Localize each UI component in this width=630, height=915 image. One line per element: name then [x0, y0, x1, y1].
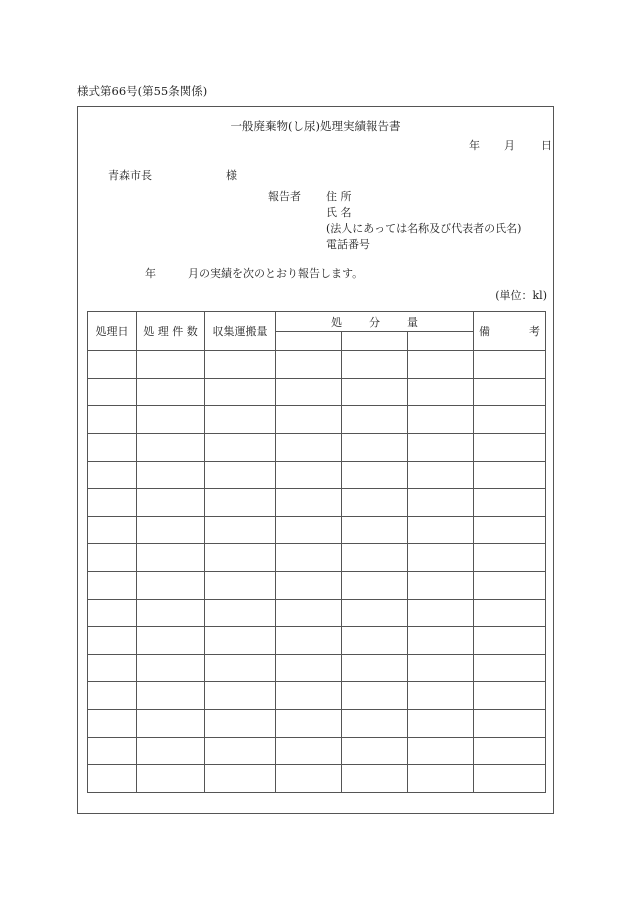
corporate-note: (法人にあっては名称及び代表者の氏名) [326, 222, 522, 235]
table-cell[interactable] [474, 544, 546, 572]
date-year-label: 年 [469, 139, 480, 152]
table-cell[interactable] [342, 351, 408, 379]
table-row [88, 406, 546, 434]
table-row [88, 433, 546, 461]
table-cell[interactable] [137, 627, 205, 655]
table-cell[interactable] [88, 516, 137, 544]
table-cell[interactable] [137, 351, 205, 379]
table-cell[interactable] [205, 544, 276, 572]
table-cell[interactable] [408, 433, 474, 461]
header-processing-count: 処 理 件 数 [137, 312, 205, 351]
table-cell[interactable] [474, 572, 546, 600]
disposal-subheader-cell [276, 332, 342, 351]
table-cell[interactable] [137, 654, 205, 682]
table-cell[interactable] [408, 406, 474, 434]
table-cell[interactable] [408, 544, 474, 572]
table-cell[interactable] [342, 489, 408, 517]
table-cell[interactable] [408, 682, 474, 710]
table-cell[interactable] [88, 599, 137, 627]
table-cell[interactable] [408, 378, 474, 406]
table-cell[interactable] [205, 682, 276, 710]
table-cell[interactable] [205, 654, 276, 682]
table-cell[interactable] [205, 599, 276, 627]
table-cell[interactable] [276, 682, 342, 710]
table-cell[interactable] [88, 489, 137, 517]
header-collection-volume: 収集運搬量 [205, 312, 276, 351]
table-cell[interactable] [137, 572, 205, 600]
table-row [88, 654, 546, 682]
table-cell[interactable] [474, 682, 546, 710]
table-cell[interactable] [408, 351, 474, 379]
table-cell[interactable] [474, 654, 546, 682]
table-cell[interactable] [342, 710, 408, 738]
table-row [88, 627, 546, 655]
table-cell[interactable] [88, 406, 137, 434]
table-cell[interactable] [408, 599, 474, 627]
table-cell[interactable] [205, 489, 276, 517]
table-cell[interactable] [276, 516, 342, 544]
table-cell[interactable] [88, 682, 137, 710]
disposal-subheader-cell [408, 332, 474, 351]
table-cell[interactable] [276, 544, 342, 572]
unit-label: (単位：kl) [495, 289, 547, 302]
header-disposal-volume [276, 312, 474, 332]
table-cell[interactable] [205, 351, 276, 379]
table-cell[interactable] [88, 351, 137, 379]
date-month-label: 月 [504, 139, 515, 152]
table-cell[interactable] [88, 710, 137, 738]
table-cell[interactable] [276, 433, 342, 461]
table-row [88, 489, 546, 517]
form-title: 一般廃棄物(し尿)処理実績報告書 [230, 119, 401, 133]
table-cell[interactable] [408, 461, 474, 489]
table-cell[interactable] [474, 599, 546, 627]
table-cell[interactable] [276, 378, 342, 406]
table-cell[interactable] [137, 378, 205, 406]
table-cell[interactable] [88, 433, 137, 461]
disposal-subheader-cell [342, 332, 408, 351]
report-table [87, 311, 546, 793]
table-cell[interactable] [276, 406, 342, 434]
table-cell[interactable] [276, 572, 342, 600]
table-cell[interactable] [474, 627, 546, 655]
table-cell[interactable] [474, 516, 546, 544]
phone-label: 電話番号 [326, 238, 370, 251]
table-row [88, 599, 546, 627]
table-row [88, 765, 546, 793]
table-cell[interactable] [474, 710, 546, 738]
table-cell[interactable] [205, 710, 276, 738]
table-row [88, 378, 546, 406]
table-cell[interactable] [276, 710, 342, 738]
table-cell[interactable] [342, 461, 408, 489]
table-cell[interactable] [342, 516, 408, 544]
table-cell[interactable] [342, 406, 408, 434]
table-cell[interactable] [342, 599, 408, 627]
header-disposal-char: 処 [331, 315, 342, 329]
table-cell[interactable] [342, 654, 408, 682]
statement-text: 月の実績を次のとおり報告します。 [188, 267, 364, 280]
table-cell[interactable] [342, 378, 408, 406]
header-disposal-char: 量 [407, 315, 418, 329]
table-cell[interactable] [88, 654, 137, 682]
table-cell[interactable] [205, 737, 276, 765]
table-cell[interactable] [205, 572, 276, 600]
header-remarks-char: 考 [529, 325, 540, 339]
table-cell[interactable] [276, 627, 342, 655]
table-cell[interactable] [342, 572, 408, 600]
table-row [88, 572, 546, 600]
table-cell[interactable] [342, 433, 408, 461]
table-cell[interactable] [342, 737, 408, 765]
table-row [88, 516, 546, 544]
address-label: 住 所 [326, 190, 352, 203]
table-cell[interactable] [88, 378, 137, 406]
table-cell[interactable] [205, 461, 276, 489]
table-cell[interactable] [474, 433, 546, 461]
reporter-label: 報告者 [268, 190, 301, 203]
header-remarks-char: 備 [479, 325, 490, 339]
table-cell[interactable] [408, 765, 474, 793]
table-cell[interactable] [137, 599, 205, 627]
table-cell[interactable] [88, 572, 137, 600]
table-cell[interactable] [137, 433, 205, 461]
header-remarks [474, 312, 546, 351]
table-row [88, 544, 546, 572]
table-row [88, 682, 546, 710]
header-processing-date: 処理日 [88, 312, 137, 351]
table-cell[interactable] [408, 710, 474, 738]
table-cell[interactable] [474, 765, 546, 793]
table-cell[interactable] [205, 378, 276, 406]
addressee-name: 青森市長 [108, 169, 152, 182]
table-cell[interactable] [342, 682, 408, 710]
table-cell[interactable] [474, 461, 546, 489]
table-cell[interactable] [137, 682, 205, 710]
table-cell[interactable] [408, 627, 474, 655]
table-cell[interactable] [474, 378, 546, 406]
table-cell[interactable] [276, 489, 342, 517]
table-cell[interactable] [276, 461, 342, 489]
table-cell[interactable] [205, 765, 276, 793]
table-cell[interactable] [408, 572, 474, 600]
table-cell[interactable] [88, 737, 137, 765]
header-disposal-char: 分 [369, 315, 380, 329]
table-cell[interactable] [342, 627, 408, 655]
table-cell[interactable] [205, 406, 276, 434]
addressee-honorific: 様 [226, 169, 237, 182]
report-form [77, 106, 554, 814]
table-row [88, 351, 546, 379]
form-number-label: 様式第66号(第55条関係) [77, 84, 208, 98]
table-cell[interactable] [205, 516, 276, 544]
table-cell[interactable] [474, 737, 546, 765]
table-row [88, 710, 546, 738]
table-cell[interactable] [408, 489, 474, 517]
name-label: 氏 名 [326, 206, 352, 219]
table-cell[interactable] [137, 406, 205, 434]
table-cell[interactable] [342, 765, 408, 793]
table-cell[interactable] [408, 737, 474, 765]
table-cell[interactable] [205, 627, 276, 655]
table-cell[interactable] [88, 765, 137, 793]
table-row [88, 461, 546, 489]
table-cell[interactable] [474, 351, 546, 379]
table-cell[interactable] [137, 765, 205, 793]
table-cell[interactable] [205, 433, 276, 461]
table-cell[interactable] [137, 737, 205, 765]
table-cell[interactable] [408, 516, 474, 544]
table-cell[interactable] [88, 544, 137, 572]
table-cell[interactable] [276, 654, 342, 682]
table-cell[interactable] [88, 461, 137, 489]
table-cell[interactable] [276, 765, 342, 793]
table-cell[interactable] [137, 710, 205, 738]
table-cell[interactable] [474, 406, 546, 434]
table-cell[interactable] [137, 489, 205, 517]
table-cell[interactable] [137, 461, 205, 489]
table-cell[interactable] [408, 654, 474, 682]
table-cell[interactable] [88, 627, 137, 655]
table-cell[interactable] [276, 351, 342, 379]
statement-year-label: 年 [145, 267, 156, 280]
table-cell[interactable] [137, 516, 205, 544]
table-cell[interactable] [342, 544, 408, 572]
table-cell[interactable] [137, 544, 205, 572]
date-day-label: 日 [541, 139, 552, 152]
table-cell[interactable] [276, 737, 342, 765]
table-cell[interactable] [474, 489, 546, 517]
table-row [88, 737, 546, 765]
table-cell[interactable] [276, 599, 342, 627]
